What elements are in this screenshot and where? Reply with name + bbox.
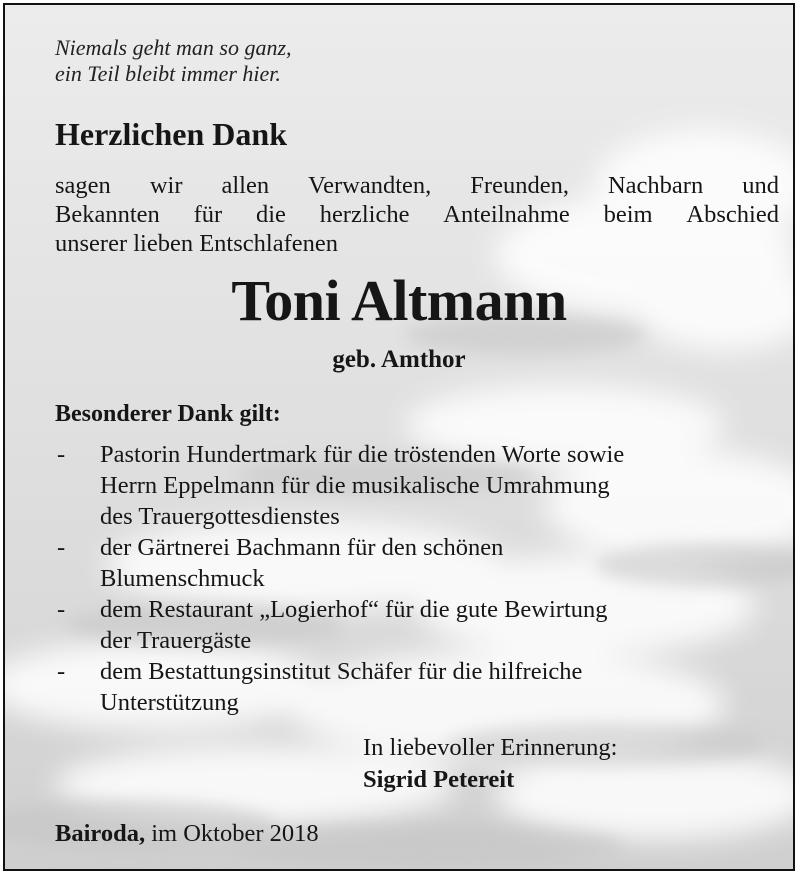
intro-line-justified: [55, 171, 779, 200]
list-item-line: dem Bestattungsinstitut Schäfer für die hilfreiche: [100, 658, 583, 685]
intro-word: Freunden,: [470, 172, 569, 199]
notice-content: [5, 5, 793, 869]
list-item: [55, 532, 755, 594]
list-item-line: Blumenschmuck: [100, 565, 265, 592]
obituary-notice: [3, 3, 795, 871]
maiden-name: geb. Amthor: [332, 346, 466, 373]
special-thanks-title: Besonderer Dank gilt:: [55, 401, 281, 427]
closing-block: [363, 733, 617, 795]
intro-word: die: [255, 201, 286, 228]
list-item: [55, 594, 755, 656]
special-thanks-list: [55, 439, 755, 718]
intro-word: wir: [149, 172, 183, 199]
list-item-line: der Gärtnerei Bachmann für den schönen: [100, 534, 504, 561]
list-bullet: -: [57, 441, 66, 468]
intro-line-justified: [55, 200, 779, 229]
intro-word: Bekannten: [55, 201, 160, 228]
motto-line: ein Teil bleibt immer hier.: [55, 61, 281, 86]
list-item-line: der Trauergäste: [100, 627, 252, 654]
list-item-line: Pastorin Hundertmark für die tröstenden Worte sowie: [100, 441, 625, 468]
intro-word: für: [193, 201, 223, 228]
date: im Oktober 2018: [151, 820, 319, 847]
intro-word: sagen: [55, 172, 111, 199]
intro-word: Verwandten,: [308, 172, 432, 199]
intro-line: unserer lieben Entschlafenen: [55, 230, 338, 257]
list-item-line: Unterstützung: [100, 689, 239, 716]
intro-word: Anteilnahme: [443, 201, 570, 228]
heading: Herzlichen Dank: [55, 116, 287, 152]
list-bullet: -: [57, 658, 66, 685]
intro-word: allen: [221, 172, 270, 199]
intro-word: beim: [603, 201, 653, 228]
place-date: [55, 819, 319, 849]
intro-word: und: [742, 172, 779, 199]
list-bullet: -: [57, 534, 66, 561]
signer-name: Sigrid Petereit: [363, 766, 515, 793]
intro-word: Abschied: [686, 201, 779, 228]
intro-word: Nachbarn: [607, 172, 704, 199]
list-item-line: des Trauergottesdienstes: [100, 503, 340, 530]
deceased-name: Toni Altmann: [231, 268, 567, 333]
closing-phrase: In liebevoller Erinnerung:: [363, 734, 618, 761]
list-item-line: Herrn Eppelmann für die musikalische Umrahmung: [100, 472, 610, 499]
list-bullet: -: [57, 596, 66, 623]
list-item: [55, 439, 755, 532]
intro-paragraph: [55, 171, 779, 258]
motto-line: Niemals geht man so ganz,: [55, 35, 292, 60]
intro-word: herzliche: [319, 201, 410, 228]
motto-quote: [55, 35, 292, 87]
list-item-line: dem Restaurant „Logierhof“ für die gute Bewirtung: [100, 596, 608, 623]
list-item: [55, 656, 755, 718]
place: Bairoda,: [55, 820, 146, 847]
